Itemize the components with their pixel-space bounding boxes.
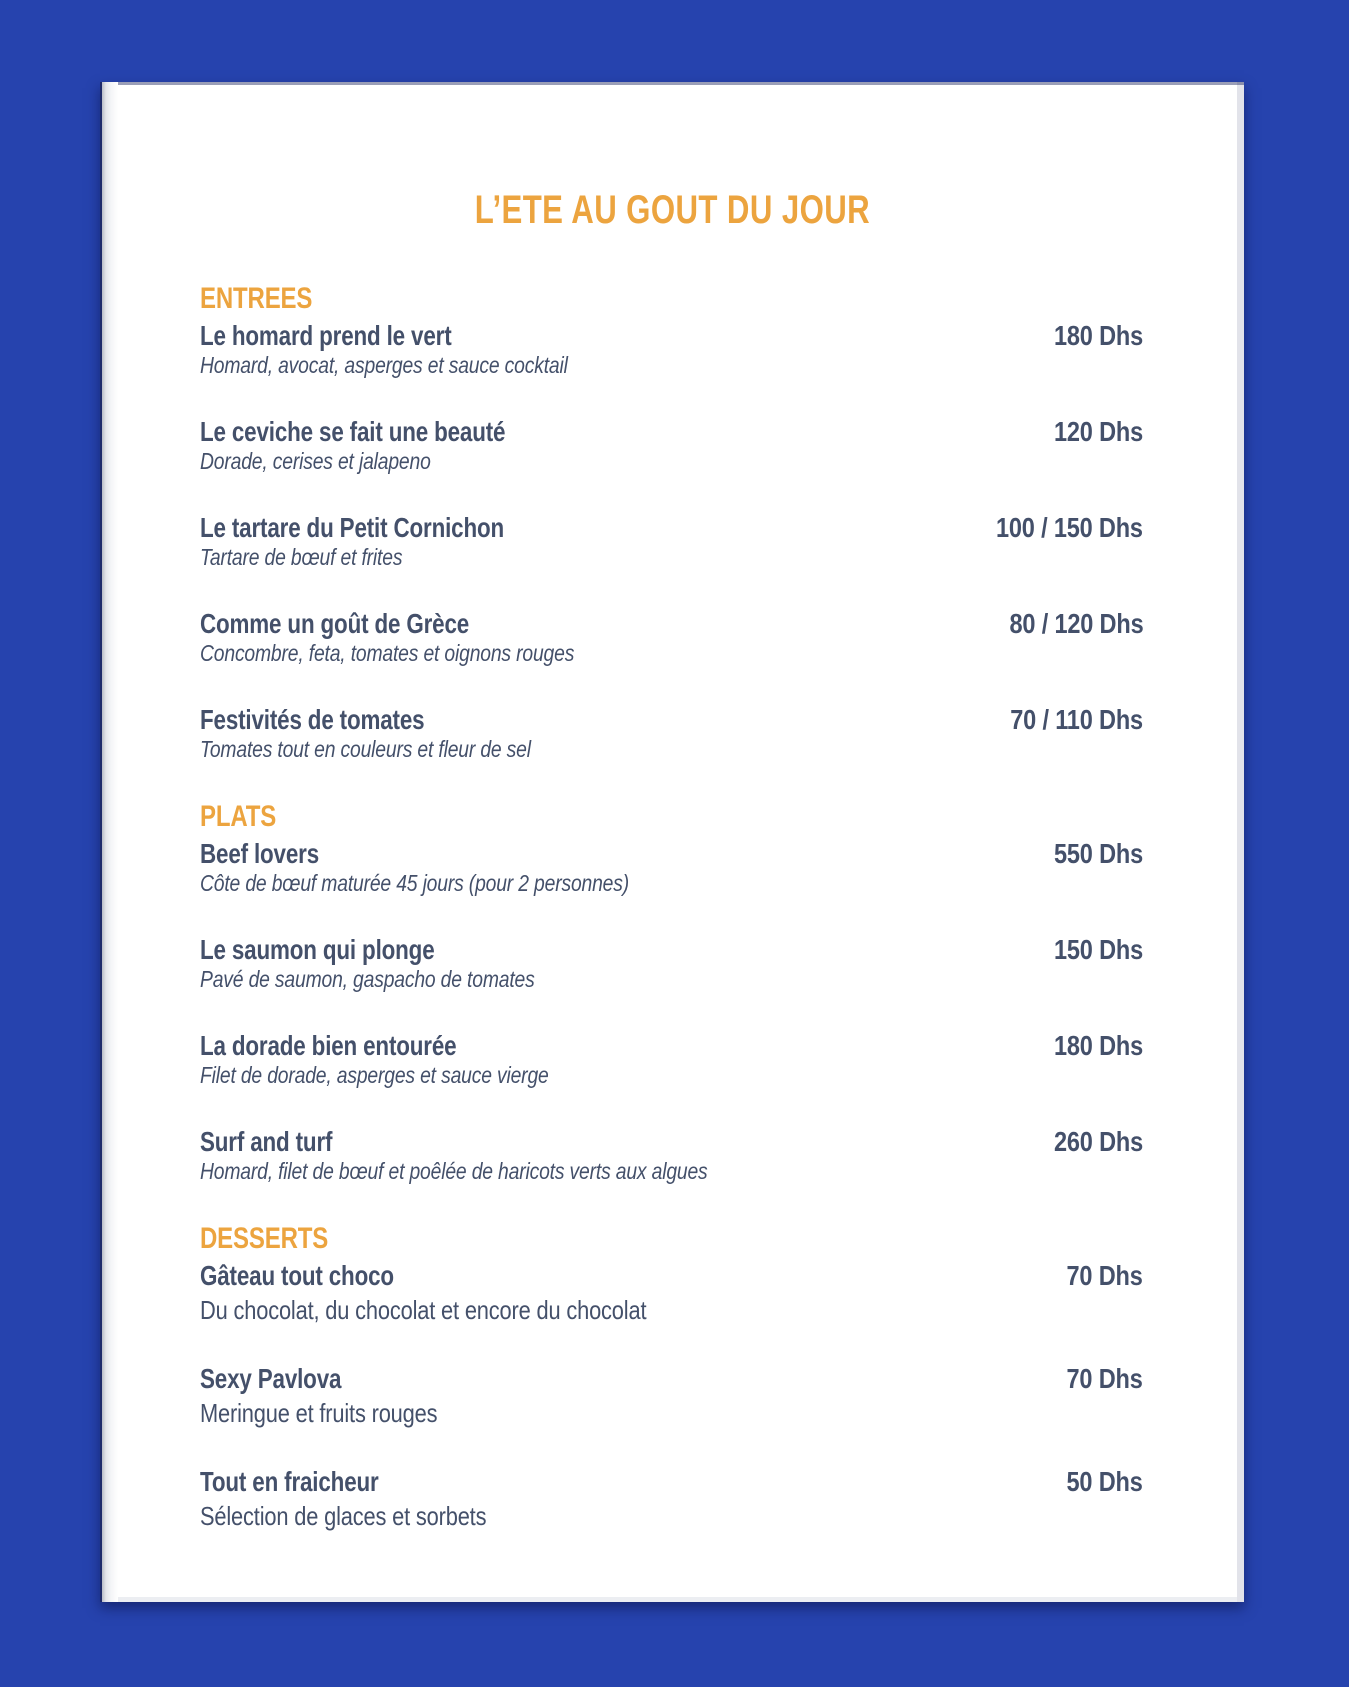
dish-name xyxy=(200,704,594,736)
dish-description xyxy=(200,1500,541,1532)
dish-text xyxy=(200,934,598,993)
menu-section xyxy=(200,1222,1143,1532)
dish-name xyxy=(200,934,598,966)
dish-name-label: Le ceviche se fait une beauté xyxy=(200,416,506,447)
menu-item xyxy=(200,1030,1143,1089)
menu-item xyxy=(200,934,1143,993)
dish-name-label: Surf and turf xyxy=(200,1126,333,1157)
section-items xyxy=(200,1260,1143,1532)
dish-name-label: Le saumon qui plonge xyxy=(200,934,435,965)
dish-name-label: Tout en fraicheur xyxy=(200,1466,379,1497)
dish-price xyxy=(968,512,1143,544)
dish-name-label: Gâteau tout choco xyxy=(200,1260,394,1291)
menu-item xyxy=(200,1260,1143,1326)
dish-name xyxy=(200,1030,615,1062)
dish-price xyxy=(1037,838,1143,870)
dish-text xyxy=(200,320,638,379)
section-items xyxy=(200,838,1143,1185)
dish-price-label: 550 Dhs xyxy=(1053,838,1143,869)
dish-price-label: 260 Dhs xyxy=(1053,1126,1143,1157)
dish-description-label: Tomates tout en couleurs et fleur de sel xyxy=(200,736,531,762)
dish-price xyxy=(1037,320,1143,352)
menu-section xyxy=(200,282,1143,763)
dish-description-label: Concombre, feta, tomates et oignons rouges xyxy=(200,640,575,666)
menu-item xyxy=(200,512,1143,571)
menu-item xyxy=(200,1466,1143,1532)
menu-section xyxy=(200,800,1143,1185)
dish-name xyxy=(200,320,638,352)
dish-name-label: Beef lovers xyxy=(200,838,320,869)
dish-price-label: 100 / 150 Dhs xyxy=(996,512,1143,543)
dish-price xyxy=(1037,1126,1143,1158)
dish-description xyxy=(200,1294,731,1326)
section-items xyxy=(200,320,1143,763)
section-heading-label: ENTREES xyxy=(200,282,313,315)
dish-description xyxy=(200,352,638,379)
section-heading xyxy=(200,1222,1143,1256)
dish-description xyxy=(200,448,582,475)
dish-price-label: 150 Dhs xyxy=(1053,934,1143,965)
title-row xyxy=(100,82,1244,230)
dish-description-label: Homard, filet de bœuf et poêlée de haricots verts aux algues xyxy=(200,1158,708,1184)
dish-name-label: Le homard prend le vert xyxy=(200,320,452,351)
dish-text xyxy=(200,1126,804,1185)
dish-description xyxy=(200,1062,615,1089)
dish-price-label: 180 Dhs xyxy=(1053,320,1143,351)
menu-item xyxy=(200,1126,1143,1185)
dish-price xyxy=(1037,416,1143,448)
section-heading-label: PLATS xyxy=(200,800,277,833)
dish-description xyxy=(200,966,598,993)
dish-description-label: Pavé de saumon, gaspacho de tomates xyxy=(200,966,535,992)
menu-item xyxy=(200,608,1143,667)
dish-text xyxy=(200,416,582,475)
dish-description-label: Homard, avocat, asperges et sauce cocktail xyxy=(200,352,568,378)
dish-price-label: 50 Dhs xyxy=(1066,1466,1143,1497)
menu-item xyxy=(200,704,1143,763)
dish-price xyxy=(1052,1363,1143,1395)
dish-name-label: Festivités de tomates xyxy=(200,704,425,735)
dish-name-label: Sexy Pavlova xyxy=(200,1363,342,1394)
dish-name xyxy=(200,512,580,544)
dish-name-label: Comme un goût de Grèce xyxy=(200,608,470,639)
dish-name xyxy=(200,416,582,448)
dish-price xyxy=(1037,1030,1143,1062)
dish-text xyxy=(200,512,580,571)
dish-name xyxy=(200,608,645,640)
menu-content xyxy=(200,282,1143,1532)
dish-name xyxy=(200,1260,731,1292)
menu-item xyxy=(200,320,1143,379)
dish-price xyxy=(984,608,1143,640)
dish-description-label: Meringue et fruits rouges xyxy=(200,1398,438,1428)
menu-sections xyxy=(200,282,1143,1532)
dish-name xyxy=(200,838,711,870)
dish-price xyxy=(1052,1466,1143,1498)
dish-description xyxy=(200,736,594,763)
section-heading-label: DESSERTS xyxy=(200,1222,329,1255)
dish-price-label: 80 / 120 Dhs xyxy=(1009,608,1143,639)
dish-price-label: 70 Dhs xyxy=(1066,1260,1143,1291)
dish-description xyxy=(200,640,645,667)
dish-description-label: Tartare de bœuf et frites xyxy=(200,544,403,570)
menu-title: L’ETE AU GOUT DU JOUR xyxy=(474,188,870,232)
menu-page xyxy=(100,82,1244,1602)
dish-text xyxy=(200,1260,731,1326)
dish-price xyxy=(1052,1260,1143,1292)
dish-description xyxy=(200,544,580,571)
dish-name xyxy=(200,1466,541,1498)
menu-item xyxy=(200,838,1143,897)
dish-name-label: Le tartare du Petit Cornichon xyxy=(200,512,505,543)
menu-item xyxy=(200,416,1143,475)
dish-text xyxy=(200,1030,615,1089)
dish-text xyxy=(200,608,645,667)
dish-text xyxy=(200,704,594,763)
dish-description-label: Filet de dorade, asperges et sauce vierge xyxy=(200,1062,549,1088)
dish-description-label: Du chocolat, du chocolat et encore du chocolat xyxy=(200,1295,647,1325)
dish-text xyxy=(200,1363,483,1429)
dish-description xyxy=(200,870,711,897)
dish-text xyxy=(200,1466,541,1532)
dish-name xyxy=(200,1126,804,1158)
dish-price-label: 180 Dhs xyxy=(1053,1030,1143,1061)
dish-description-label: Sélection de glaces et sorbets xyxy=(200,1501,487,1531)
dish-price xyxy=(985,704,1143,736)
dish-text xyxy=(200,838,711,897)
section-heading xyxy=(200,800,1143,834)
dish-price xyxy=(1037,934,1143,966)
dish-price-label: 120 Dhs xyxy=(1053,416,1143,447)
dish-description xyxy=(200,1158,804,1185)
section-heading xyxy=(200,282,1143,316)
dish-name xyxy=(200,1363,483,1395)
dish-price-label: 70 / 110 Dhs xyxy=(1010,704,1143,735)
dish-description-label: Côte de bœuf maturée 45 jours (pour 2 personnes) xyxy=(200,870,630,896)
dish-description-label: Dorade, cerises et jalapeno xyxy=(200,448,431,474)
dish-name-label: La dorade bien entourée xyxy=(200,1030,457,1061)
dish-description xyxy=(200,1397,483,1429)
menu-item xyxy=(200,1363,1143,1429)
dish-price-label: 70 Dhs xyxy=(1066,1363,1143,1394)
